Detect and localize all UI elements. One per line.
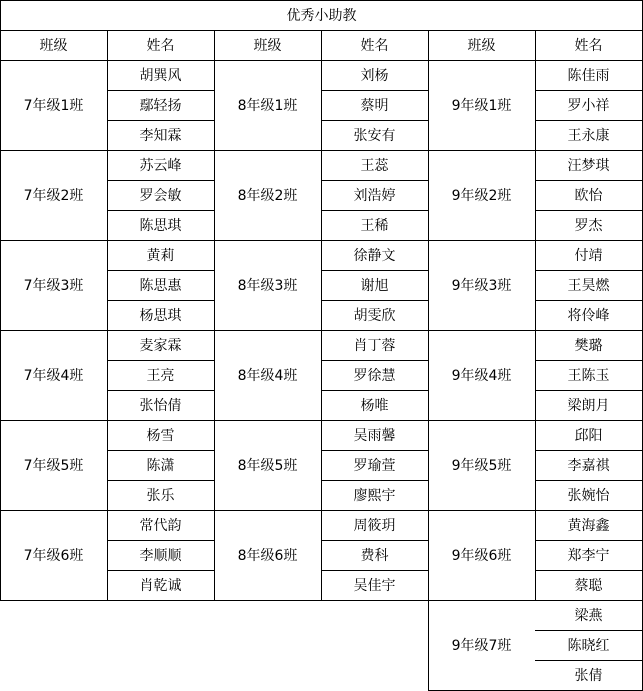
student-name-cell: 麦家霖 (139, 338, 182, 354)
student-name-cell: 梁燕 (574, 608, 603, 624)
grid-line (107, 540, 215, 541)
student-name-cell: 樊璐 (574, 338, 603, 354)
student-name-cell: 张乐 (146, 488, 175, 504)
grid-line (321, 540, 429, 541)
grid-line (107, 570, 215, 571)
class-cell: 9年级7班 (451, 638, 512, 654)
grid-line (107, 120, 215, 121)
grid-line (535, 630, 643, 631)
student-name-cell: 谢旭 (360, 278, 389, 294)
grid-line (321, 450, 429, 451)
student-name-cell: 杨唯 (360, 398, 389, 414)
student-name-cell: 邱阳 (574, 428, 603, 444)
column-header-name: 姓名 (574, 38, 603, 54)
student-name-cell: 张倩 (574, 668, 603, 684)
student-name-cell: 蔡明 (360, 98, 389, 114)
class-cell: 7年级5班 (23, 458, 84, 474)
student-name-cell: 吴佳宇 (353, 578, 396, 594)
grid-line (214, 600, 429, 601)
student-name-cell: 徐静文 (353, 248, 396, 264)
student-name-cell: 欧怡 (574, 188, 603, 204)
grid-line (321, 570, 429, 571)
student-name-cell: 将伶峰 (567, 308, 610, 324)
grid-line (535, 450, 643, 451)
grid-line (321, 210, 429, 211)
class-cell: 9年级5班 (451, 458, 512, 474)
class-cell: 8年级5班 (237, 458, 298, 474)
grid-line (107, 360, 215, 361)
student-name-cell: 付靖 (574, 248, 603, 264)
class-cell: 9年级4班 (451, 368, 512, 384)
student-name-cell: 王稀 (360, 218, 389, 234)
column-header-class: 班级 (467, 38, 496, 54)
grid-line (107, 450, 215, 451)
student-name-cell: 肖乾诚 (139, 578, 182, 594)
class-cell: 8年级6班 (237, 548, 298, 564)
student-name-cell: 王陈玉 (567, 368, 610, 384)
grid-line (428, 510, 643, 511)
student-name-cell: 黄莉 (146, 248, 175, 264)
student-name-cell: 陈晓红 (567, 638, 610, 654)
grid-line (0, 330, 215, 331)
student-name-cell: 杨雪 (146, 428, 175, 444)
grid-line (535, 120, 643, 121)
student-name-cell: 张婉怡 (567, 488, 610, 504)
grid-line (0, 240, 215, 241)
column-header-class: 班级 (253, 38, 282, 54)
student-name-cell: 王永康 (567, 128, 610, 144)
student-name-cell: 李嘉祺 (567, 458, 610, 474)
student-name-cell: 陈思惠 (139, 278, 182, 294)
grid-line (535, 570, 643, 571)
student-name-cell: 陈潇 (146, 458, 175, 474)
grid-line (535, 180, 643, 181)
grid-line (535, 480, 643, 481)
grid-line (321, 90, 429, 91)
column-header-name: 姓名 (146, 38, 175, 54)
student-name-cell: 黄海鑫 (567, 518, 610, 534)
class-cell: 9年级6班 (451, 548, 512, 564)
grid-line (214, 420, 429, 421)
class-cell: 9年级3班 (451, 278, 512, 294)
grid-line (535, 30, 536, 601)
grid-line (321, 180, 429, 181)
student-name-cell: 罗瑜萱 (353, 458, 396, 474)
student-name-cell: 王亮 (146, 368, 175, 384)
grid-line (0, 0, 643, 1)
grid-line (535, 390, 643, 391)
class-cell: 7年级2班 (23, 188, 84, 204)
class-cell: 8年级2班 (237, 188, 298, 204)
grid-line (428, 600, 643, 601)
class-cell: 8年级3班 (237, 278, 298, 294)
grid-line (214, 150, 429, 151)
student-name-cell: 梁朗月 (567, 398, 610, 414)
class-cell: 7年级1班 (23, 98, 84, 114)
grid-line (535, 90, 643, 91)
grid-line (107, 30, 108, 601)
student-name-cell: 汪梦琪 (567, 158, 610, 174)
grid-line (321, 360, 429, 361)
student-name-cell: 王蕊 (360, 158, 389, 174)
class-cell: 7年级6班 (23, 548, 84, 564)
grid-line (214, 330, 429, 331)
grid-line (0, 600, 215, 601)
grid-line (0, 510, 215, 511)
student-name-cell: 罗杰 (574, 218, 603, 234)
grid-line (428, 330, 643, 331)
student-name-cell: 刘杨 (360, 68, 389, 84)
class-cell: 7年级3班 (23, 278, 84, 294)
student-name-cell: 周筱玥 (353, 518, 396, 534)
grid-line (321, 120, 429, 121)
student-name-cell: 陈思琪 (139, 218, 182, 234)
student-name-cell: 廖熙宇 (353, 488, 396, 504)
student-name-cell: 张安有 (353, 128, 396, 144)
grid-line (321, 390, 429, 391)
student-name-cell: 罗会敏 (139, 188, 182, 204)
student-name-cell: 鄢轻扬 (139, 98, 182, 114)
grid-line (107, 90, 215, 91)
grid-line (107, 210, 215, 211)
table-title: 优秀小助教 (286, 8, 357, 24)
grid-line (428, 420, 643, 421)
grid-line (321, 30, 322, 601)
student-name-cell: 罗小祥 (567, 98, 610, 114)
student-name-cell: 王昊燃 (567, 278, 610, 294)
student-name-cell: 刘浩婷 (353, 188, 396, 204)
grid-line (321, 300, 429, 301)
grid-line (107, 180, 215, 181)
student-name-cell: 蔡聪 (574, 578, 603, 594)
grid-line (535, 660, 643, 661)
grid-line (107, 270, 215, 271)
grid-line (321, 480, 429, 481)
grid-line (214, 510, 429, 511)
student-name-cell: 吴雨馨 (353, 428, 396, 444)
grid-line (535, 540, 643, 541)
grid-line (535, 270, 643, 271)
student-name-cell: 杨思琪 (139, 308, 182, 324)
student-name-cell: 胡巽风 (139, 68, 182, 84)
grid-line (107, 300, 215, 301)
grid-line (0, 420, 215, 421)
grid-line (107, 480, 215, 481)
grid-line (214, 30, 215, 601)
student-name-cell: 李顺顺 (139, 548, 182, 564)
student-name-cell: 张怡倩 (139, 398, 182, 414)
grid-line (428, 240, 643, 241)
class-cell: 9年级1班 (451, 98, 512, 114)
grid-line (535, 210, 643, 211)
column-header-class: 班级 (39, 38, 68, 54)
student-name-cell: 陈佳雨 (567, 68, 610, 84)
student-name-cell: 胡雯欣 (353, 308, 396, 324)
grid-line (428, 150, 643, 151)
grid-line (214, 240, 429, 241)
class-cell: 9年级2班 (451, 188, 512, 204)
grid-line (321, 270, 429, 271)
class-cell: 8年级4班 (237, 368, 298, 384)
student-name-cell: 肖丁蓉 (353, 338, 396, 354)
grid-line (535, 360, 643, 361)
student-name-cell: 费科 (360, 548, 389, 564)
student-name-cell: 李知霖 (139, 128, 182, 144)
grid-line (0, 150, 215, 151)
class-cell: 8年级1班 (237, 98, 298, 114)
student-name-cell: 郑李宁 (567, 548, 610, 564)
grid-line (107, 390, 215, 391)
student-name-cell: 常代韵 (139, 518, 182, 534)
student-name-cell: 罗徐慧 (353, 368, 396, 384)
column-header-name: 姓名 (360, 38, 389, 54)
grid-line (535, 300, 643, 301)
student-name-cell: 苏云峰 (139, 158, 182, 174)
class-cell: 7年级4班 (23, 368, 84, 384)
